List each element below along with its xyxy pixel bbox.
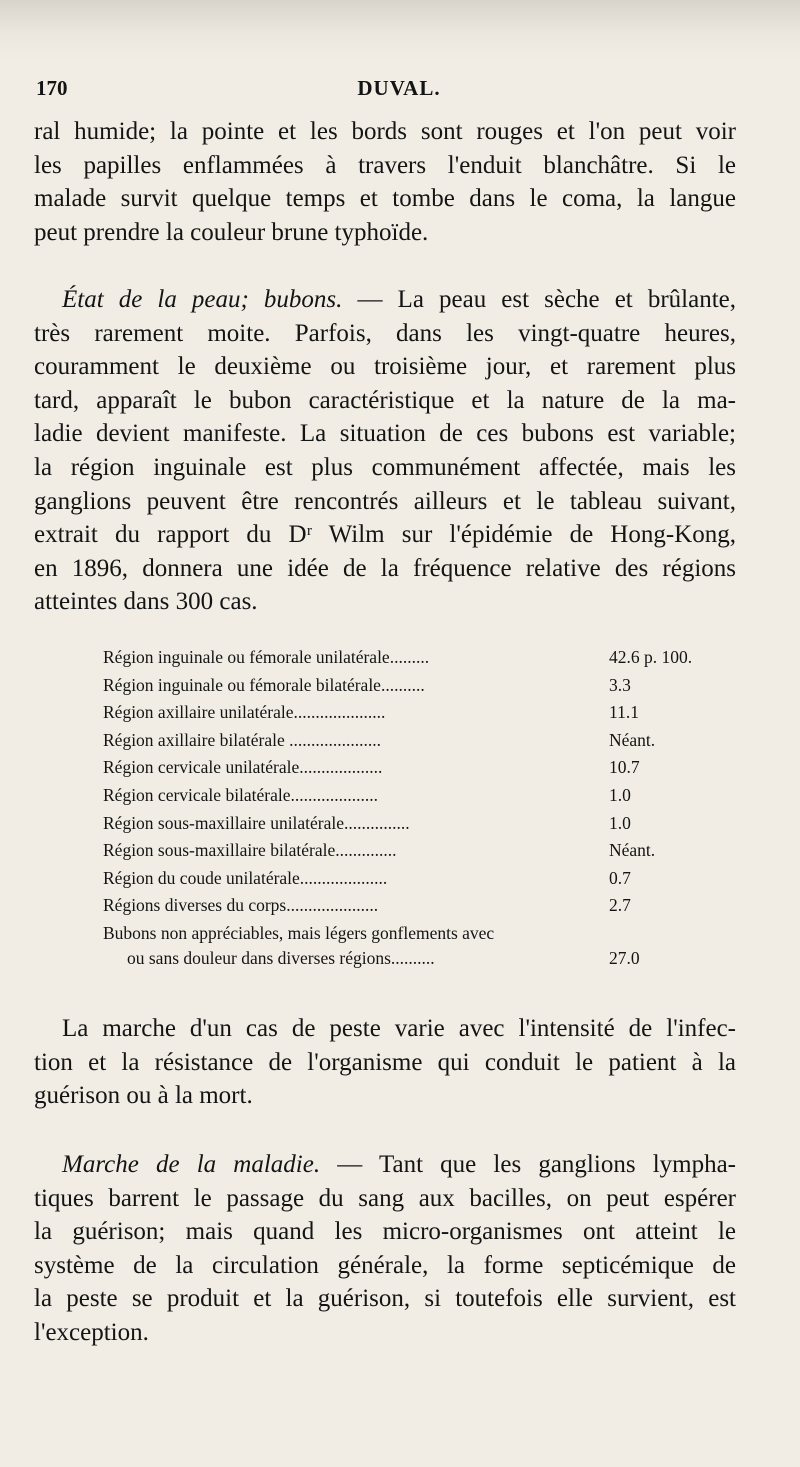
page-number: 170 xyxy=(36,76,68,100)
bubo-frequency-table xyxy=(103,644,743,973)
text-line: atteintes dans 300 cas. xyxy=(34,588,258,616)
page-scan-shadow xyxy=(0,0,800,60)
section-heading-progress: Marche de la maladie. xyxy=(62,1151,321,1178)
row-label: Région sous-maxillaire bilatérale.............. xyxy=(103,840,397,861)
text-line: tion et la résistance de l'organisme qui conduit le patient à la xyxy=(34,1048,736,1076)
row-label: Région inguinale ou fémorale bilatérale.......... xyxy=(103,674,425,695)
running-title: DUVAL. xyxy=(357,76,441,100)
table-row xyxy=(103,644,743,672)
row-label: Région axillaire bilatérale ..................... xyxy=(103,729,381,750)
table-row xyxy=(103,920,743,945)
text-line: l'exception. xyxy=(34,1318,149,1346)
table-row xyxy=(103,727,743,755)
row-label: Région cervicale bilatérale.................... xyxy=(103,784,379,805)
row-label: Région axillaire unilatérale..................... xyxy=(103,702,386,723)
text-line: la région inguinale est plus communément affectée, mais les xyxy=(34,453,736,481)
text-line: système de la circulation générale, la forme septicémique de xyxy=(34,1251,736,1279)
row-value: 3.3 xyxy=(609,674,631,695)
paragraph-disease-progress xyxy=(34,1148,736,1350)
paragraph-skin-bubons xyxy=(34,283,736,619)
text-line xyxy=(34,1148,736,1182)
text-line: malade survit quelque temps et tombe dans le coma, la langue xyxy=(34,185,736,213)
row-label: Région inguinale ou fémorale unilatérale......... xyxy=(103,647,430,667)
text-line: extrait du rapport du Dʳ Wilm sur l'épidémie de Hong-Kong, xyxy=(34,521,736,549)
text-line xyxy=(34,283,736,317)
text-line: La marche d'un cas de peste varie avec l'intensité de l'infec- xyxy=(62,1015,736,1042)
text-line: guérison ou à la mort. xyxy=(34,1082,253,1110)
text-fragment: — La peau est sèche et brûlante, xyxy=(342,286,736,313)
row-value: 42.6 p. 100. xyxy=(609,647,693,667)
row-value: Néant. xyxy=(609,729,656,750)
text-line: ganglions peuvent être rencontrés ailleurs et le tableau suivant, xyxy=(34,487,736,515)
text-line: en 1896, donnera une idée de la fréquence relative des régions xyxy=(34,554,736,582)
text-fragment: — Tant que les ganglions lympha- xyxy=(320,1151,737,1178)
table-row xyxy=(103,865,743,893)
row-value: 27.0 xyxy=(609,947,640,968)
table-row xyxy=(103,672,743,700)
text-line: la guérison; mais quand les micro-organismes ont atteint le xyxy=(34,1218,736,1246)
row-value: 1.0 xyxy=(609,812,631,833)
table-row xyxy=(103,892,743,920)
text-line: la peste se produit et la guérison, si toutefois elle survient, est xyxy=(34,1285,736,1313)
row-label: ou sans douleur dans diverses régions.......... xyxy=(127,947,435,968)
text-line: peut prendre la couleur brune typhoïde. xyxy=(34,218,429,246)
page-header xyxy=(36,72,762,106)
text-line: couramment le deuxième ou troisième jour, et rarement plus xyxy=(34,353,736,381)
row-value: 10.7 xyxy=(609,757,640,778)
section-heading-skin: État de la peau; bubons. xyxy=(62,286,343,313)
table-row xyxy=(103,782,743,810)
row-label: Région cervicale unilatérale................... xyxy=(103,757,383,778)
table-row xyxy=(103,837,743,865)
text-line: ral humide; la pointe et les bords sont rouges et l'on peut voir xyxy=(34,118,736,145)
row-value: Néant. xyxy=(609,840,656,861)
table-row xyxy=(103,699,743,727)
row-label: Région du coude unilatérale.................... xyxy=(103,867,388,888)
text-line: ladie devient manifeste. La situation de ces bubons est variable; xyxy=(34,420,736,448)
table-row xyxy=(103,945,743,973)
row-value: 1.0 xyxy=(609,784,631,805)
text-line: très rarement moite. Parfois, dans les vingt-quatre heures, xyxy=(34,319,736,347)
text-line: tiques barrent le passage du sang aux bacilles, on peut espérer xyxy=(34,1184,736,1212)
paragraph-course xyxy=(34,1012,736,1113)
row-value: 11.1 xyxy=(609,702,639,723)
row-label: Région sous-maxillaire unilatérale............... xyxy=(103,812,410,833)
paragraph-tongue xyxy=(34,115,736,249)
row-label: Bubons non appréciables, mais légers gonflements avec xyxy=(103,922,495,943)
table-row xyxy=(103,754,743,782)
row-label: Régions diverses du corps..................... xyxy=(103,895,379,916)
text-line: tard, apparaît le bubon caractéristique et la nature de la ma- xyxy=(34,386,736,414)
text-line: les papilles enflammées à travers l'enduit blanchâtre. Si le xyxy=(34,151,736,179)
table-row xyxy=(103,810,743,838)
row-value: 0.7 xyxy=(609,867,631,888)
row-value: 2.7 xyxy=(609,895,631,916)
